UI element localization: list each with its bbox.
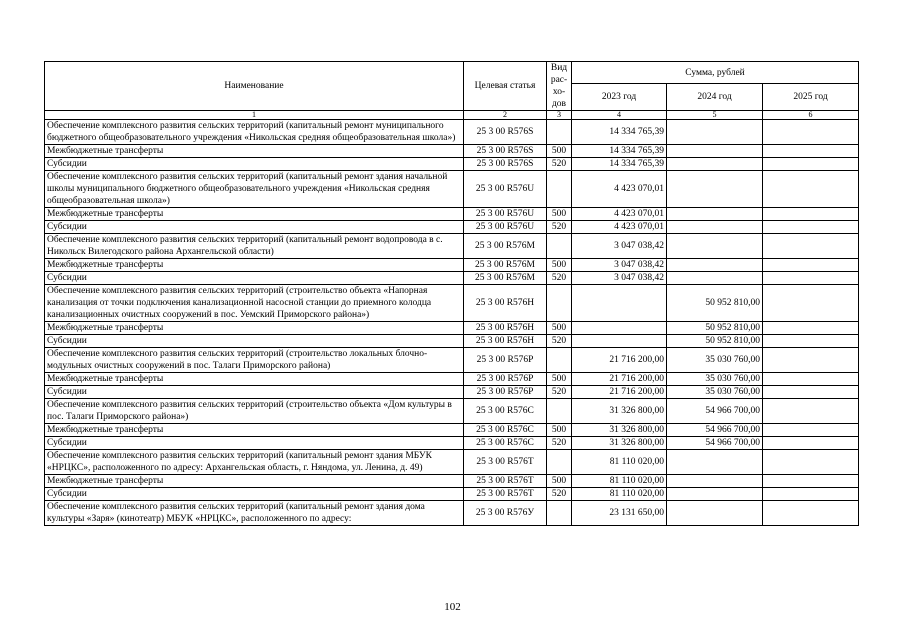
table-row [45,272,859,285]
row-2023-cell: 14 334 765,39 [572,158,667,171]
row-name-cell: Обеспечение комплексного развития сельских территорий (капитальный ремонт муниципального бюджетного общеобразовательного учреждения «Никольская средняя общеобразовательная школа») [45,120,464,145]
row-2024-cell [667,488,763,501]
row-2024-cell [667,208,763,221]
row-vid-cell [547,120,572,145]
row-2023-cell: 14 334 765,39 [572,120,667,145]
row-2024-cell: 54 966 700,00 [667,437,763,450]
table-row [45,386,859,399]
row-2023-cell: 4 423 070,01 [572,171,667,208]
row-2023-cell: 23 131 650,00 [572,501,667,526]
row-2025-cell [763,120,859,145]
table-row [45,488,859,501]
row-2024-cell [667,145,763,158]
row-vid-cell: 520 [547,488,572,501]
row-2024-cell: 54 966 700,00 [667,424,763,437]
row-target-cell: 25 3 00 R576P [464,348,547,373]
row-vid-cell: 520 [547,437,572,450]
table-row [45,335,859,348]
column-number: 4 [572,111,667,120]
row-2025-cell [763,501,859,526]
row-target-cell: 25 3 00 R576U [464,171,547,208]
row-2024-cell: 35 030 760,00 [667,386,763,399]
table-row [45,234,859,259]
row-name-cell: Обеспечение комплексного развития сельских территорий (капитальный ремонт водопровода в с. Никольск Вилегодского района Архангельской области) [45,234,464,259]
row-2025-cell [763,424,859,437]
row-name-cell: Субсидии [45,221,464,234]
row-2024-cell [667,221,763,234]
row-2023-cell: 4 423 070,01 [572,221,667,234]
row-2023-cell: 81 110 020,00 [572,450,667,475]
row-target-cell: 25 3 00 R576M [464,259,547,272]
row-name-cell: Субсидии [45,158,464,171]
row-vid-cell [547,234,572,259]
table-row [45,120,859,145]
table-row [45,221,859,234]
column-number: 5 [667,111,763,120]
row-vid-cell: 520 [547,158,572,171]
table-row [45,450,859,475]
row-target-cell: 25 3 00 R576T [464,475,547,488]
row-vid-cell: 520 [547,335,572,348]
row-2025-cell [763,208,859,221]
row-2024-cell: 54 966 700,00 [667,399,763,424]
row-2025-cell [763,386,859,399]
column-number: 1 [45,111,464,120]
row-target-cell: 25 3 00 R576U [464,221,547,234]
row-name-cell: Межбюджетные трансферты [45,145,464,158]
table-row [45,208,859,221]
row-2024-cell: 50 952 810,00 [667,335,763,348]
row-2024-cell: 50 952 810,00 [667,285,763,322]
page-number: 102 [444,601,461,613]
row-vid-cell [547,450,572,475]
row-vid-cell: 500 [547,259,572,272]
row-target-cell: 25 3 00 R576P [464,386,547,399]
row-name-cell: Межбюджетные трансферты [45,373,464,386]
row-2023-cell: 81 110 020,00 [572,488,667,501]
row-2023-cell: 21 716 200,00 [572,386,667,399]
row-2025-cell [763,259,859,272]
table-row [45,373,859,386]
row-name-cell: Обеспечение комплексного развития сельских территорий (строительство объекта «Дом культуры в пос. Талаги Приморского района») [45,399,464,424]
row-vid-cell [547,171,572,208]
row-vid-cell: 500 [547,208,572,221]
row-vid-cell [547,348,572,373]
row-2024-cell [667,234,763,259]
row-2024-cell [667,501,763,526]
row-2024-cell [667,158,763,171]
row-vid-cell [547,399,572,424]
row-2024-cell [667,272,763,285]
row-target-cell: 25 3 00 R576U [464,208,547,221]
row-target-cell: 25 3 00 R576T [464,488,547,501]
row-target-cell: 25 3 00 R576S [464,158,547,171]
table-row [45,424,859,437]
row-2024-cell [667,120,763,145]
row-2023-cell: 31 326 800,00 [572,437,667,450]
table-row [45,322,859,335]
row-vid-cell: 520 [547,272,572,285]
row-2024-cell [667,171,763,208]
row-name-cell: Обеспечение комплексного развития сельских территорий (строительство объекта «Напорная канализация от точки подключения канализационной насосной станции до приемного колодца канализационных очистных сооружений в пос. Уемский Приморского района») [45,285,464,322]
table-row [45,475,859,488]
row-vid-cell [547,285,572,322]
table-row [45,145,859,158]
header-sum: Сумма, рублей [572,62,859,84]
row-name-cell: Межбюджетные трансферты [45,475,464,488]
column-numbers-row [45,111,859,120]
table-row [45,501,859,526]
row-vid-cell: 520 [547,221,572,234]
row-name-cell: Межбюджетные трансферты [45,424,464,437]
column-number: 3 [547,111,572,120]
row-2023-cell [572,285,667,322]
row-target-cell: 25 3 00 R576H [464,335,547,348]
row-2023-cell: 3 047 038,42 [572,272,667,285]
header-vid: Вид рас-хо-дов [547,62,572,111]
row-2023-cell [572,335,667,348]
table-row [45,348,859,373]
row-name-cell: Межбюджетные трансферты [45,322,464,335]
header-target: Целевая статья [464,62,547,111]
table-row [45,399,859,424]
row-target-cell: 25 3 00 R576H [464,285,547,322]
header-2024: 2024 год [667,84,763,111]
row-2025-cell [763,335,859,348]
table-row [45,259,859,272]
row-2023-cell: 21 716 200,00 [572,373,667,386]
row-vid-cell: 500 [547,424,572,437]
header-name: Наименование [45,62,464,111]
row-2024-cell [667,475,763,488]
row-target-cell: 25 3 00 R576C [464,437,547,450]
row-name-cell: Обеспечение комплексного развития сельских территорий (капитальный ремонт здания начальной школы муниципального бюджетного общеобразовательного учреждения «Никольская средняя общеобразовательная школа») [45,171,464,208]
row-2025-cell [763,272,859,285]
budget-table [44,61,859,526]
row-target-cell: 25 3 00 R576S [464,145,547,158]
row-name-cell: Субсидии [45,272,464,285]
row-2025-cell [763,285,859,322]
row-2023-cell: 14 334 765,39 [572,145,667,158]
row-name-cell: Субсидии [45,335,464,348]
row-2025-cell [763,158,859,171]
table-row [45,171,859,208]
row-2025-cell [763,145,859,158]
header-2023: 2023 год [572,84,667,111]
row-vid-cell: 500 [547,322,572,335]
row-target-cell: 25 3 00 R576P [464,373,547,386]
row-vid-cell: 500 [547,145,572,158]
row-2023-cell: 31 326 800,00 [572,424,667,437]
row-2024-cell: 35 030 760,00 [667,348,763,373]
row-name-cell: Межбюджетные трансферты [45,259,464,272]
row-target-cell: 25 3 00 R576T [464,450,547,475]
row-2025-cell [763,399,859,424]
row-2025-cell [763,475,859,488]
row-2023-cell: 4 423 070,01 [572,208,667,221]
table-row [45,158,859,171]
row-name-cell: Обеспечение комплексного развития сельских территорий (капитальный ремонт здания дома культуры «Заря» (кинотеатр) МБУК «НРЦКС», расположенного по адресу: [45,501,464,526]
row-2025-cell [763,450,859,475]
row-2025-cell [763,221,859,234]
row-2024-cell [667,450,763,475]
row-2023-cell: 31 326 800,00 [572,399,667,424]
row-vid-cell: 520 [547,386,572,399]
row-2023-cell: 3 047 038,42 [572,234,667,259]
row-target-cell: 25 3 00 R576M [464,272,547,285]
row-2025-cell [763,488,859,501]
row-2023-cell [572,322,667,335]
row-2023-cell: 3 047 038,42 [572,259,667,272]
row-2023-cell: 21 716 200,00 [572,348,667,373]
column-number: 2 [464,111,547,120]
table-row [45,437,859,450]
row-name-cell: Субсидии [45,386,464,399]
row-name-cell: Субсидии [45,488,464,501]
header-2025: 2025 год [763,84,859,111]
row-name-cell: Обеспечение комплексного развития сельских территорий (капитальный ремонт здания МБУК «НРЦКС», расположенного по адресу: Архангельская область, г. Няндома, ул. Ленина, д. 49) [45,450,464,475]
row-target-cell: 25 3 00 R576C [464,424,547,437]
column-number: 6 [763,111,859,120]
budget-document [44,61,859,526]
row-2023-cell: 81 110 020,00 [572,475,667,488]
row-target-cell: 25 3 00 R576C [464,399,547,424]
row-target-cell: 25 3 00 R576M [464,234,547,259]
row-2025-cell [763,348,859,373]
row-vid-cell [547,501,572,526]
row-2025-cell [763,322,859,335]
row-2024-cell [667,259,763,272]
row-2025-cell [763,437,859,450]
table-row [45,285,859,322]
row-2025-cell [763,171,859,208]
row-name-cell: Субсидии [45,437,464,450]
row-target-cell: 25 3 00 R576H [464,322,547,335]
row-target-cell: 25 3 00 R576S [464,120,547,145]
row-2025-cell [763,234,859,259]
row-2024-cell: 35 030 760,00 [667,373,763,386]
row-vid-cell: 500 [547,373,572,386]
row-name-cell: Межбюджетные трансферты [45,208,464,221]
row-2024-cell: 50 952 810,00 [667,322,763,335]
row-target-cell: 25 3 00 R576У [464,501,547,526]
row-vid-cell: 500 [547,475,572,488]
row-name-cell: Обеспечение комплексного развития сельских территорий (строительство локальных блочно-модульных очистных сооружений в пос. Талаги Приморского района) [45,348,464,373]
row-2025-cell [763,373,859,386]
